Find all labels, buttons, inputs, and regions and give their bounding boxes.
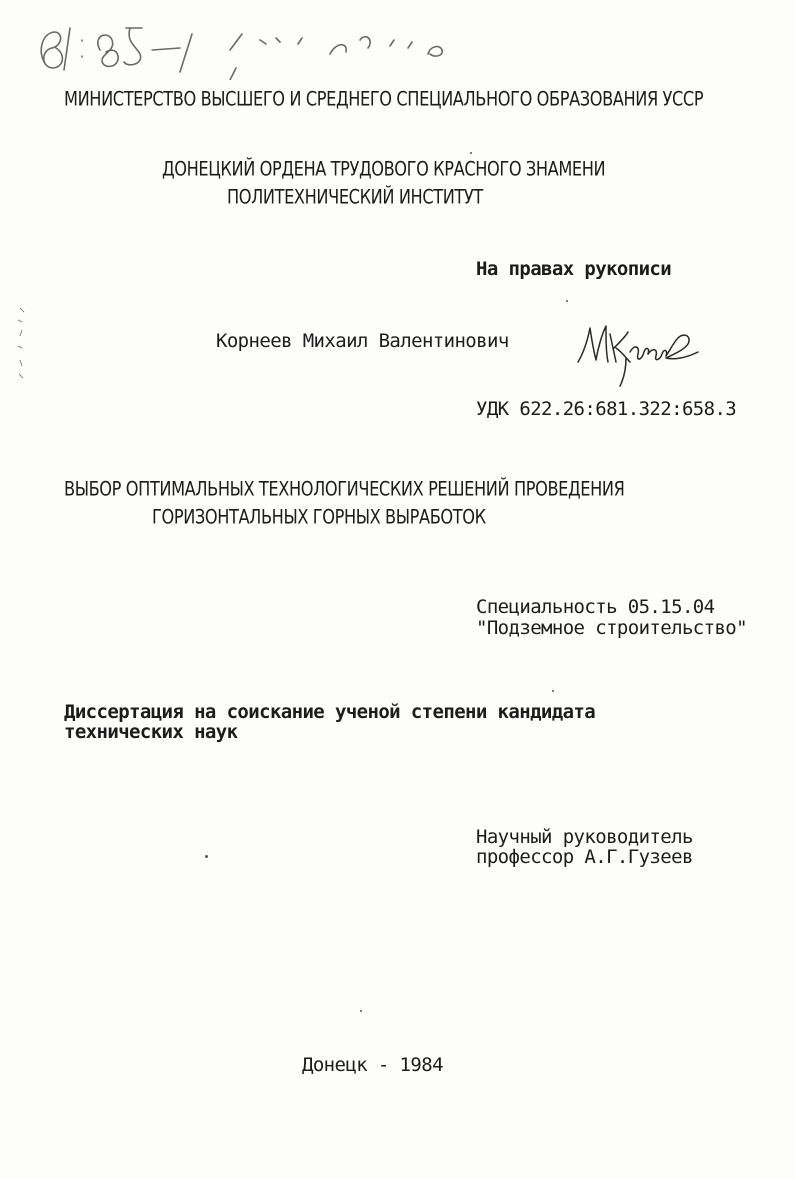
dissertation-title-line-2: ГОРИЗОНТАЛЬНЫХ ГОРНЫХ ВЫРАБОТОК xyxy=(152,506,486,530)
supervisor-name: профессор А.Г.Гузеев xyxy=(476,846,693,868)
scan-speck xyxy=(566,300,568,302)
author-name: Корнеев Михаил Валентинович xyxy=(216,330,509,352)
scan-speck xyxy=(470,152,472,154)
institute-line-1: ДОНЕЦКИЙ ОРДЕНА ТРУДОВОГО КРАСНОГО ЗНАМЕНИ xyxy=(162,158,606,182)
scan-speck xyxy=(360,1010,362,1012)
ministry-heading: МИНИСТЕРСТВО ВЫСШЕГО И СРЕДНЕГО СПЕЦИАЛЬНОГО ОБРАЗОВАНИЯ УССР xyxy=(64,88,704,112)
handwritten-archive-note xyxy=(30,10,480,80)
left-margin-marks xyxy=(10,300,40,390)
udc-code: УДК 622.26:681.322:658.3 xyxy=(476,398,737,420)
degree-line-2: технических наук xyxy=(64,721,238,743)
specialty-code: Специальность 05.15.04 xyxy=(476,596,715,618)
degree-line-1: Диссертация на соискание ученой степени кандидата xyxy=(64,701,596,723)
specialty-name: "Подземное строительство" xyxy=(476,617,747,639)
dissertation-title-line-1: ВЫБОР ОПТИМАЛЬНЫХ ТЕХНОЛОГИЧЕСКИХ РЕШЕНИЙ ПРОВЕДЕНИЯ xyxy=(64,478,625,502)
institute-line-2: ПОЛИТЕХНИЧЕСКИЙ ИНСТИТУТ xyxy=(227,186,483,210)
scan-speck xyxy=(205,855,208,858)
place-and-year: Донецк - 1984 xyxy=(302,1054,443,1076)
author-signature xyxy=(570,312,710,392)
handwritten-note-text: 81:85-5/ xyxy=(30,10,35,11)
manuscript-rights: На правах рукописи xyxy=(476,258,672,280)
supervisor-title: Научный руководитель xyxy=(476,826,693,848)
scan-speck xyxy=(552,690,554,692)
